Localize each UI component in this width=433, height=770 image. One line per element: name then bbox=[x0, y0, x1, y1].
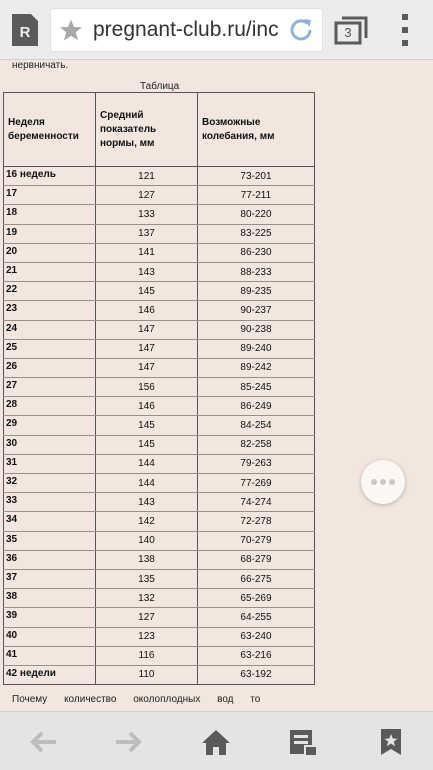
range-cell: 85-245 bbox=[198, 378, 315, 397]
range-cell: 80-220 bbox=[198, 205, 315, 224]
average-cell: 116 bbox=[96, 646, 198, 665]
average-cell: 135 bbox=[96, 569, 198, 588]
average-cell: 121 bbox=[96, 167, 198, 186]
average-cell: 145 bbox=[96, 282, 198, 301]
week-cell: 29 bbox=[4, 416, 96, 435]
header-range: Возможные колебания, мм bbox=[198, 93, 315, 167]
bookmarks-icon[interactable] bbox=[376, 728, 406, 756]
week-cell: 35 bbox=[4, 531, 96, 550]
week-cell: 20 bbox=[4, 243, 96, 262]
range-cell: 84-254 bbox=[198, 416, 315, 435]
reader-icon[interactable] bbox=[288, 728, 318, 756]
average-cell: 147 bbox=[96, 339, 198, 358]
reload-icon[interactable] bbox=[286, 15, 316, 45]
week-cell: 24 bbox=[4, 320, 96, 339]
table-row bbox=[4, 569, 315, 588]
range-cell: 74-274 bbox=[198, 493, 315, 512]
table-row bbox=[4, 301, 315, 320]
table-row bbox=[4, 665, 315, 684]
week-cell: 36 bbox=[4, 550, 96, 569]
range-cell: 65-269 bbox=[198, 589, 315, 608]
week-cell: 32 bbox=[4, 474, 96, 493]
average-cell: 147 bbox=[96, 320, 198, 339]
range-cell: 89-242 bbox=[198, 358, 315, 377]
week-cell: 30 bbox=[4, 435, 96, 454]
table-row bbox=[4, 397, 315, 416]
home-icon[interactable] bbox=[201, 728, 231, 756]
range-cell: 72-278 bbox=[198, 512, 315, 531]
browser-toolbar bbox=[0, 0, 433, 60]
average-cell: 143 bbox=[96, 262, 198, 281]
forward-arrow-icon[interactable] bbox=[114, 728, 144, 756]
menu-icon[interactable] bbox=[397, 13, 413, 47]
range-cell: 88-233 bbox=[198, 262, 315, 281]
range-cell: 77-211 bbox=[198, 186, 315, 205]
week-cell: 21 bbox=[4, 262, 96, 281]
average-cell: 146 bbox=[96, 397, 198, 416]
table-row bbox=[4, 493, 315, 512]
table-row bbox=[4, 282, 315, 301]
table-row bbox=[4, 627, 315, 646]
table-row bbox=[4, 186, 315, 205]
week-cell: 26 bbox=[4, 358, 96, 377]
range-cell: 89-235 bbox=[198, 282, 315, 301]
table-row bbox=[4, 589, 315, 608]
table-row bbox=[4, 416, 315, 435]
range-cell: 89-240 bbox=[198, 339, 315, 358]
average-cell: 145 bbox=[96, 435, 198, 454]
dot bbox=[371, 479, 377, 485]
table-caption: Таблица bbox=[140, 81, 180, 92]
week-cell: 41 bbox=[4, 646, 96, 665]
tab-count: 3 bbox=[344, 25, 352, 40]
average-cell: 132 bbox=[96, 589, 198, 608]
table-row bbox=[4, 320, 315, 339]
range-cell: 63-240 bbox=[198, 627, 315, 646]
average-cell: 110 bbox=[96, 665, 198, 684]
table-row bbox=[4, 262, 315, 281]
range-cell: 79-263 bbox=[198, 454, 315, 473]
url-text: pregnant-club.ru/inc bbox=[93, 18, 279, 41]
range-cell: 86-249 bbox=[198, 397, 315, 416]
week-cell: 34 bbox=[4, 512, 96, 531]
range-cell: 68-279 bbox=[198, 550, 315, 569]
average-cell: 140 bbox=[96, 531, 198, 550]
average-cell: 146 bbox=[96, 301, 198, 320]
range-cell: 63-216 bbox=[198, 646, 315, 665]
table-row bbox=[4, 224, 315, 243]
week-cell: 27 bbox=[4, 378, 96, 397]
table-row bbox=[4, 646, 315, 665]
svg-text:R: R bbox=[19, 24, 31, 41]
dot bbox=[389, 479, 395, 485]
table-row bbox=[4, 608, 315, 627]
average-cell: 123 bbox=[96, 627, 198, 646]
week-cell: 38 bbox=[4, 589, 96, 608]
page-content[interactable] bbox=[0, 60, 433, 711]
week-cell: 18 bbox=[4, 205, 96, 224]
intro-text: нервничать. bbox=[12, 60, 69, 71]
week-cell: 17 bbox=[4, 186, 96, 205]
r-logo-icon[interactable] bbox=[12, 14, 38, 46]
average-cell: 144 bbox=[96, 454, 198, 473]
header-week: Неделя беременности bbox=[4, 93, 96, 167]
table-row bbox=[4, 243, 315, 262]
amniotic-index-table bbox=[3, 92, 315, 685]
range-cell: 77-269 bbox=[198, 474, 315, 493]
range-cell: 63-192 bbox=[198, 665, 315, 684]
average-cell: 147 bbox=[96, 358, 198, 377]
range-cell: 83-225 bbox=[198, 224, 315, 243]
header-average: Средний показатель нормы, мм bbox=[96, 93, 198, 167]
average-cell: 145 bbox=[96, 416, 198, 435]
range-cell: 64-255 bbox=[198, 608, 315, 627]
average-cell: 142 bbox=[96, 512, 198, 531]
week-cell: 28 bbox=[4, 397, 96, 416]
table-row bbox=[4, 167, 315, 186]
table-row bbox=[4, 474, 315, 493]
range-cell: 90-237 bbox=[198, 301, 315, 320]
back-arrow-icon[interactable] bbox=[28, 728, 58, 756]
range-cell: 86-230 bbox=[198, 243, 315, 262]
bottom-text: Почему количество околоплодных вод то bbox=[12, 694, 261, 705]
range-cell: 66-275 bbox=[198, 569, 315, 588]
more-options-button[interactable] bbox=[361, 460, 405, 504]
average-cell: 127 bbox=[96, 608, 198, 627]
range-cell: 73-201 bbox=[198, 167, 315, 186]
table-row bbox=[4, 435, 315, 454]
address-bar[interactable] bbox=[51, 9, 322, 51]
week-cell: 33 bbox=[4, 493, 96, 512]
average-cell: 137 bbox=[96, 224, 198, 243]
table-row bbox=[4, 358, 315, 377]
week-cell: 39 bbox=[4, 608, 96, 627]
week-cell: 19 bbox=[4, 224, 96, 243]
table-row bbox=[4, 512, 315, 531]
week-cell: 40 bbox=[4, 627, 96, 646]
table-row bbox=[4, 339, 315, 358]
average-cell: 133 bbox=[96, 205, 198, 224]
week-cell: 42 недели bbox=[4, 665, 96, 684]
average-cell: 144 bbox=[96, 474, 198, 493]
browser-bottom-bar bbox=[0, 711, 433, 770]
average-cell: 156 bbox=[96, 378, 198, 397]
dot bbox=[380, 479, 386, 485]
range-cell: 90-238 bbox=[198, 320, 315, 339]
range-cell: 70-279 bbox=[198, 531, 315, 550]
range-cell: 82-258 bbox=[198, 435, 315, 454]
average-cell: 143 bbox=[96, 493, 198, 512]
week-cell: 23 bbox=[4, 301, 96, 320]
bookmark-star-icon[interactable] bbox=[59, 18, 83, 42]
table-row bbox=[4, 454, 315, 473]
average-cell: 127 bbox=[96, 186, 198, 205]
week-cell: 37 bbox=[4, 569, 96, 588]
average-cell: 141 bbox=[96, 243, 198, 262]
week-cell: 22 bbox=[4, 282, 96, 301]
table-row bbox=[4, 205, 315, 224]
week-cell: 31 bbox=[4, 454, 96, 473]
week-cell: 25 bbox=[4, 339, 96, 358]
week-cell: 16 недель bbox=[4, 167, 96, 186]
table-row bbox=[4, 550, 315, 569]
average-cell: 138 bbox=[96, 550, 198, 569]
table-row bbox=[4, 531, 315, 550]
table-row bbox=[4, 378, 315, 397]
